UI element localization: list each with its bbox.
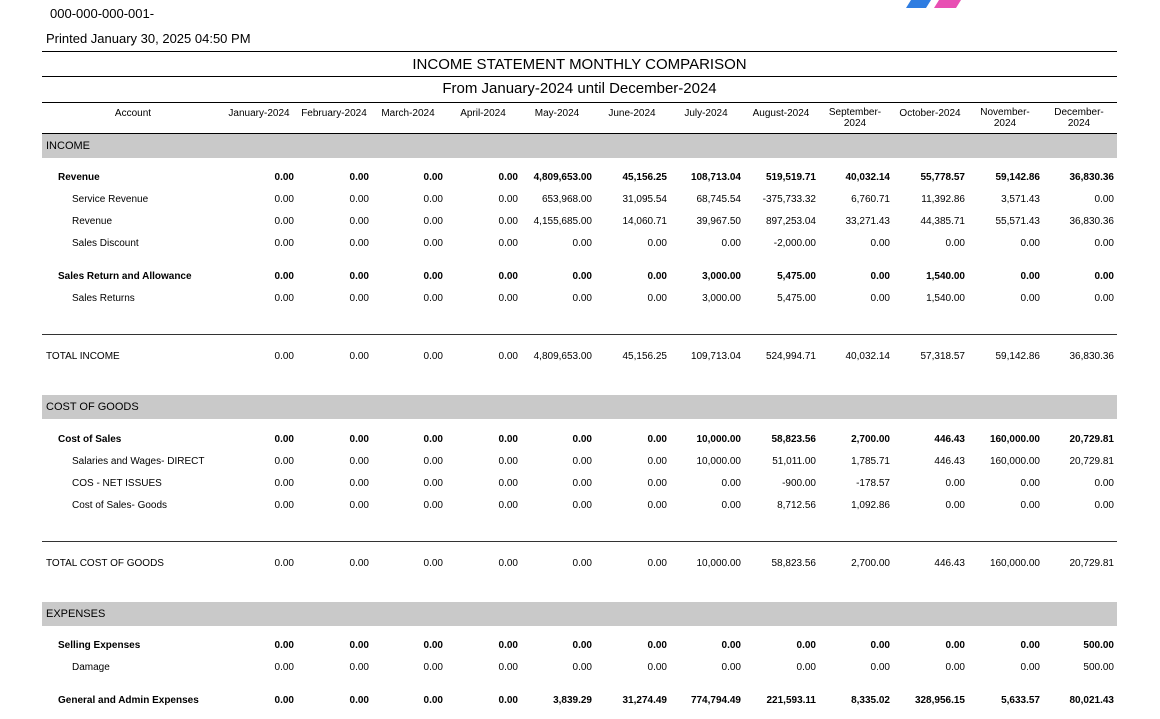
amount-cell: 57,318.57 bbox=[920, 351, 965, 362]
amount-cell: 0.00 bbox=[870, 238, 890, 249]
amount-cell: 0.00 bbox=[423, 558, 443, 569]
table-row bbox=[0, 695, 1160, 709]
amount-cell: 0.00 bbox=[498, 456, 518, 467]
amount-cell: 0.00 bbox=[274, 640, 294, 651]
amount-cell: 3,000.00 bbox=[702, 271, 741, 282]
amount-cell: 0.00 bbox=[274, 478, 294, 489]
divider bbox=[42, 541, 1117, 542]
amount-cell: 0.00 bbox=[1094, 271, 1114, 282]
amount-cell: 20,729.81 bbox=[1069, 434, 1114, 445]
amount-cell: 0.00 bbox=[572, 478, 592, 489]
amount-cell: 0.00 bbox=[572, 500, 592, 511]
amount-cell: 0.00 bbox=[498, 351, 518, 362]
account-label: Revenue bbox=[58, 172, 100, 183]
amount-cell: 0.00 bbox=[572, 640, 592, 651]
amount-cell: 36,830.36 bbox=[1069, 351, 1114, 362]
amount-cell: 0.00 bbox=[572, 456, 592, 467]
printed-date: Printed January 30, 2025 04:50 PM bbox=[46, 31, 251, 46]
amount-cell: 0.00 bbox=[721, 662, 741, 673]
amount-cell: 0.00 bbox=[1094, 500, 1114, 511]
amount-cell: 0.00 bbox=[274, 351, 294, 362]
amount-cell: 0.00 bbox=[349, 662, 369, 673]
amount-cell: 40,032.14 bbox=[845, 351, 890, 362]
amount-cell: 2,700.00 bbox=[851, 434, 890, 445]
amount-cell: 0.00 bbox=[945, 238, 965, 249]
amount-cell: -178.57 bbox=[856, 478, 890, 489]
amount-cell: 160,000.00 bbox=[989, 558, 1040, 569]
amount-cell: 0.00 bbox=[498, 194, 518, 205]
divider bbox=[42, 334, 1117, 335]
amount-cell: 0.00 bbox=[572, 238, 592, 249]
column-header-month: January-2024 bbox=[228, 108, 290, 119]
amount-cell: 0.00 bbox=[423, 271, 443, 282]
section-expenses bbox=[42, 602, 1117, 626]
amount-cell: 0.00 bbox=[870, 271, 890, 282]
column-header-month: October-2024 bbox=[899, 108, 961, 119]
amount-cell: 3,000.00 bbox=[702, 293, 741, 304]
amount-cell: 0.00 bbox=[498, 640, 518, 651]
amount-cell: 0.00 bbox=[945, 640, 965, 651]
amount-cell: 10,000.00 bbox=[696, 558, 741, 569]
account-label: Sales Returns bbox=[72, 293, 135, 304]
amount-cell: 36,830.36 bbox=[1069, 172, 1114, 183]
amount-cell: 4,809,653.00 bbox=[533, 351, 592, 362]
amount-cell: 0.00 bbox=[423, 456, 443, 467]
amount-cell: 0.00 bbox=[647, 558, 667, 569]
amount-cell: 4,155,685.00 bbox=[533, 216, 592, 227]
amount-cell: 59,142.86 bbox=[995, 351, 1040, 362]
amount-cell: 0.00 bbox=[274, 238, 294, 249]
amount-cell: 0.00 bbox=[274, 293, 294, 304]
amount-cell: 0.00 bbox=[1020, 293, 1040, 304]
amount-cell: 0.00 bbox=[945, 662, 965, 673]
amount-cell: 500.00 bbox=[1083, 662, 1114, 673]
amount-cell: 519,519.71 bbox=[765, 172, 816, 183]
company-tin: 000-000-000-001- bbox=[50, 6, 155, 21]
table-row bbox=[0, 640, 1160, 654]
account-label: General and Admin Expenses bbox=[58, 695, 199, 706]
amount-cell: 0.00 bbox=[423, 662, 443, 673]
amount-cell: 0.00 bbox=[721, 478, 741, 489]
amount-cell: 20,729.81 bbox=[1069, 558, 1114, 569]
column-header-month: July-2024 bbox=[684, 108, 728, 119]
amount-cell: 0.00 bbox=[498, 558, 518, 569]
amount-cell: 0.00 bbox=[274, 695, 294, 706]
amount-cell: 0.00 bbox=[349, 695, 369, 706]
amount-cell: 0.00 bbox=[1020, 662, 1040, 673]
amount-cell: 0.00 bbox=[647, 640, 667, 651]
account-label: Selling Expenses bbox=[58, 640, 141, 651]
amount-cell: 0.00 bbox=[1020, 500, 1040, 511]
amount-cell: 897,253.04 bbox=[765, 216, 816, 227]
amount-cell: 0.00 bbox=[423, 478, 443, 489]
amount-cell: 0.00 bbox=[349, 238, 369, 249]
amount-cell: 0.00 bbox=[1020, 238, 1040, 249]
amount-cell: 0.00 bbox=[274, 271, 294, 282]
amount-cell: 0.00 bbox=[498, 216, 518, 227]
amount-cell: 2,700.00 bbox=[851, 558, 890, 569]
amount-cell: 0.00 bbox=[349, 500, 369, 511]
amount-cell: 36,830.36 bbox=[1069, 216, 1114, 227]
amount-cell: 4,809,653.00 bbox=[533, 172, 592, 183]
amount-cell: 0.00 bbox=[423, 695, 443, 706]
column-header-month: March-2024 bbox=[381, 108, 435, 119]
amount-cell: 0.00 bbox=[274, 500, 294, 511]
amount-cell: 0.00 bbox=[498, 478, 518, 489]
amount-cell: 0.00 bbox=[349, 216, 369, 227]
amount-cell: 58,823.56 bbox=[771, 558, 816, 569]
account-label: Revenue bbox=[72, 216, 113, 227]
amount-cell: -375,733.32 bbox=[762, 194, 816, 205]
amount-cell: 0.00 bbox=[274, 194, 294, 205]
amount-cell: 0.00 bbox=[423, 194, 443, 205]
amount-cell: 653,968.00 bbox=[541, 194, 592, 205]
amount-cell: 0.00 bbox=[647, 434, 667, 445]
account-label: Service Revenue bbox=[72, 194, 149, 205]
table-row bbox=[0, 194, 1160, 208]
amount-cell: 0.00 bbox=[572, 434, 592, 445]
section-label: EXPENSES bbox=[46, 608, 106, 620]
account-label: TOTAL INCOME bbox=[46, 351, 120, 362]
amount-cell: 160,000.00 bbox=[989, 434, 1040, 445]
account-label: Sales Return and Allowance bbox=[58, 271, 192, 282]
amount-cell: 221,593.11 bbox=[766, 695, 816, 706]
column-header-month: August-2024 bbox=[752, 108, 810, 119]
amount-cell: 0.00 bbox=[349, 293, 369, 304]
amount-cell: 31,095.54 bbox=[622, 194, 667, 205]
amount-cell: 0.00 bbox=[945, 478, 965, 489]
amount-cell: 0.00 bbox=[796, 640, 816, 651]
amount-cell: 0.00 bbox=[721, 640, 741, 651]
table-row bbox=[0, 434, 1160, 448]
amount-cell: 0.00 bbox=[349, 194, 369, 205]
amount-cell: 0.00 bbox=[721, 500, 741, 511]
amount-cell: 0.00 bbox=[274, 434, 294, 445]
amount-cell: 0.00 bbox=[423, 351, 443, 362]
amount-cell: 59,142.86 bbox=[995, 172, 1040, 183]
amount-cell: 1,092.86 bbox=[851, 500, 890, 511]
amount-cell: 0.00 bbox=[945, 500, 965, 511]
column-header-month: May-2024 bbox=[534, 108, 580, 119]
table-row bbox=[0, 478, 1160, 492]
amount-cell: 11,392.86 bbox=[921, 194, 965, 205]
amount-cell: 31,274.49 bbox=[622, 695, 667, 706]
amount-cell: 0.00 bbox=[870, 293, 890, 304]
amount-cell: 0.00 bbox=[1094, 478, 1114, 489]
amount-cell: -900.00 bbox=[782, 478, 816, 489]
amount-cell: 0.00 bbox=[647, 456, 667, 467]
amount-cell: 0.00 bbox=[647, 478, 667, 489]
amount-cell: 10,000.00 bbox=[696, 456, 741, 467]
amount-cell: 0.00 bbox=[647, 238, 667, 249]
amount-cell: 0.00 bbox=[423, 500, 443, 511]
amount-cell: 0.00 bbox=[423, 293, 443, 304]
column-header-account: Account bbox=[114, 108, 152, 119]
amount-cell: 5,475.00 bbox=[777, 293, 816, 304]
amount-cell: 0.00 bbox=[349, 456, 369, 467]
report-subtitle: From January-2024 until December-2024 bbox=[442, 80, 717, 97]
amount-cell: 8,712.56 bbox=[777, 500, 816, 511]
table-row bbox=[0, 500, 1160, 514]
amount-cell: 0.00 bbox=[349, 478, 369, 489]
amount-cell: 1,540.00 bbox=[926, 293, 965, 304]
amount-cell: 0.00 bbox=[498, 500, 518, 511]
section-label: COST OF GOODS bbox=[46, 401, 139, 413]
amount-cell: 446.43 bbox=[934, 558, 965, 569]
column-header-month: December- 2024 bbox=[1054, 107, 1104, 129]
amount-cell: 0.00 bbox=[498, 662, 518, 673]
amount-cell: 0.00 bbox=[498, 695, 518, 706]
amount-cell: 51,011.00 bbox=[772, 456, 816, 467]
amount-cell: 14,060.71 bbox=[622, 216, 667, 227]
total-row bbox=[0, 351, 1160, 365]
table-row bbox=[0, 216, 1160, 230]
divider bbox=[42, 102, 1117, 103]
amount-cell: 0.00 bbox=[349, 434, 369, 445]
amount-cell: 0.00 bbox=[647, 662, 667, 673]
amount-cell: 0.00 bbox=[647, 293, 667, 304]
report-title-block bbox=[42, 51, 1117, 102]
amount-cell: 0.00 bbox=[423, 640, 443, 651]
amount-cell: 500.00 bbox=[1083, 640, 1114, 651]
amount-cell: 5,633.57 bbox=[1001, 695, 1040, 706]
amount-cell: 0.00 bbox=[349, 558, 369, 569]
section-cost-of-goods bbox=[42, 395, 1117, 419]
account-label: Cost of Sales- Goods bbox=[72, 500, 168, 511]
amount-cell: 0.00 bbox=[349, 351, 369, 362]
total-row bbox=[0, 558, 1160, 572]
amount-cell: 5,475.00 bbox=[777, 271, 816, 282]
table-row bbox=[0, 456, 1160, 470]
amount-cell: 0.00 bbox=[572, 293, 592, 304]
table-row bbox=[0, 662, 1160, 676]
report-title: INCOME STATEMENT MONTHLY COMPARISON bbox=[412, 56, 747, 73]
amount-cell: 3,839.29 bbox=[553, 695, 592, 706]
amount-cell: 0.00 bbox=[498, 172, 518, 183]
amount-cell: 0.00 bbox=[498, 434, 518, 445]
amount-cell: 0.00 bbox=[423, 172, 443, 183]
amount-cell: 55,778.57 bbox=[920, 172, 965, 183]
amount-cell: 0.00 bbox=[572, 271, 592, 282]
amount-cell: -2,000.00 bbox=[773, 238, 816, 249]
column-header-month: June-2024 bbox=[608, 108, 656, 119]
amount-cell: 0.00 bbox=[498, 238, 518, 249]
amount-cell: 45,156.25 bbox=[622, 172, 667, 183]
amount-cell: 1,785.71 bbox=[851, 456, 890, 467]
amount-cell: 45,156.25 bbox=[622, 351, 667, 362]
amount-cell: 0.00 bbox=[870, 640, 890, 651]
amount-cell: 328,956.15 bbox=[914, 695, 965, 706]
amount-cell: 33,271.43 bbox=[845, 216, 890, 227]
amount-cell: 109,713.04 bbox=[690, 351, 741, 362]
account-label: Sales Discount bbox=[72, 238, 139, 249]
amount-cell: 0.00 bbox=[870, 662, 890, 673]
account-label: Salaries and Wages- DIRECT bbox=[72, 456, 205, 467]
amount-cell: 8,335.02 bbox=[851, 695, 890, 706]
table-row bbox=[0, 172, 1160, 186]
amount-cell: 0.00 bbox=[1020, 640, 1040, 651]
section-label: INCOME bbox=[46, 140, 90, 152]
amount-cell: 1,540.00 bbox=[926, 271, 965, 282]
amount-cell: 0.00 bbox=[274, 172, 294, 183]
amount-cell: 80,021.43 bbox=[1069, 695, 1114, 706]
column-header-month: November- 2024 bbox=[980, 107, 1030, 129]
amount-cell: 0.00 bbox=[1094, 194, 1114, 205]
amount-cell: 0.00 bbox=[572, 558, 592, 569]
account-label: Damage bbox=[72, 662, 110, 673]
amount-cell: 39,967.50 bbox=[696, 216, 741, 227]
amount-cell: 0.00 bbox=[423, 216, 443, 227]
amount-cell: 0.00 bbox=[349, 172, 369, 183]
account-label: COS - NET ISSUES bbox=[72, 478, 162, 489]
amount-cell: 0.00 bbox=[796, 662, 816, 673]
account-label: TOTAL COST OF GOODS bbox=[46, 558, 164, 569]
amount-cell: 0.00 bbox=[572, 662, 592, 673]
amount-cell: 6,760.71 bbox=[851, 194, 890, 205]
divider bbox=[42, 76, 1117, 77]
amount-cell: 0.00 bbox=[1094, 293, 1114, 304]
amount-cell: 0.00 bbox=[1020, 478, 1040, 489]
table-row bbox=[0, 238, 1160, 252]
amount-cell: 446.43 bbox=[934, 456, 965, 467]
amount-cell: 0.00 bbox=[647, 271, 667, 282]
amount-cell: 0.00 bbox=[349, 271, 369, 282]
amount-cell: 68,745.54 bbox=[696, 194, 741, 205]
amount-cell: 108,713.04 bbox=[690, 172, 741, 183]
brand-logo-icon bbox=[900, 0, 970, 8]
amount-cell: 20,729.81 bbox=[1069, 456, 1114, 467]
section-income bbox=[42, 134, 1117, 158]
amount-cell: 0.00 bbox=[274, 216, 294, 227]
amount-cell: 0.00 bbox=[423, 238, 443, 249]
amount-cell: 0.00 bbox=[647, 500, 667, 511]
amount-cell: 3,571.43 bbox=[1001, 194, 1040, 205]
column-header-month: September- 2024 bbox=[828, 107, 882, 129]
amount-cell: 58,823.56 bbox=[771, 434, 816, 445]
amount-cell: 160,000.00 bbox=[989, 456, 1040, 467]
amount-cell: 0.00 bbox=[498, 293, 518, 304]
table-row bbox=[0, 293, 1160, 307]
amount-cell: 0.00 bbox=[349, 640, 369, 651]
amount-cell: 774,794.49 bbox=[690, 695, 741, 706]
amount-cell: 0.00 bbox=[498, 271, 518, 282]
amount-cell: 44,385.71 bbox=[920, 216, 965, 227]
amount-cell: 10,000.00 bbox=[696, 434, 741, 445]
amount-cell: 446.43 bbox=[934, 434, 965, 445]
amount-cell: 40,032.14 bbox=[845, 172, 890, 183]
account-label: Cost of Sales bbox=[58, 434, 122, 445]
column-header-month: April-2024 bbox=[460, 108, 506, 119]
amount-cell: 0.00 bbox=[423, 434, 443, 445]
amount-cell: 55,571.43 bbox=[995, 216, 1040, 227]
amount-cell: 0.00 bbox=[274, 558, 294, 569]
column-header-month: February-2024 bbox=[301, 108, 367, 119]
amount-cell: 0.00 bbox=[274, 662, 294, 673]
amount-cell: 0.00 bbox=[1094, 238, 1114, 249]
table-row bbox=[0, 271, 1160, 285]
amount-cell: 0.00 bbox=[721, 238, 741, 249]
amount-cell: 0.00 bbox=[274, 456, 294, 467]
amount-cell: 0.00 bbox=[1020, 271, 1040, 282]
amount-cell: 524,994.71 bbox=[765, 351, 816, 362]
